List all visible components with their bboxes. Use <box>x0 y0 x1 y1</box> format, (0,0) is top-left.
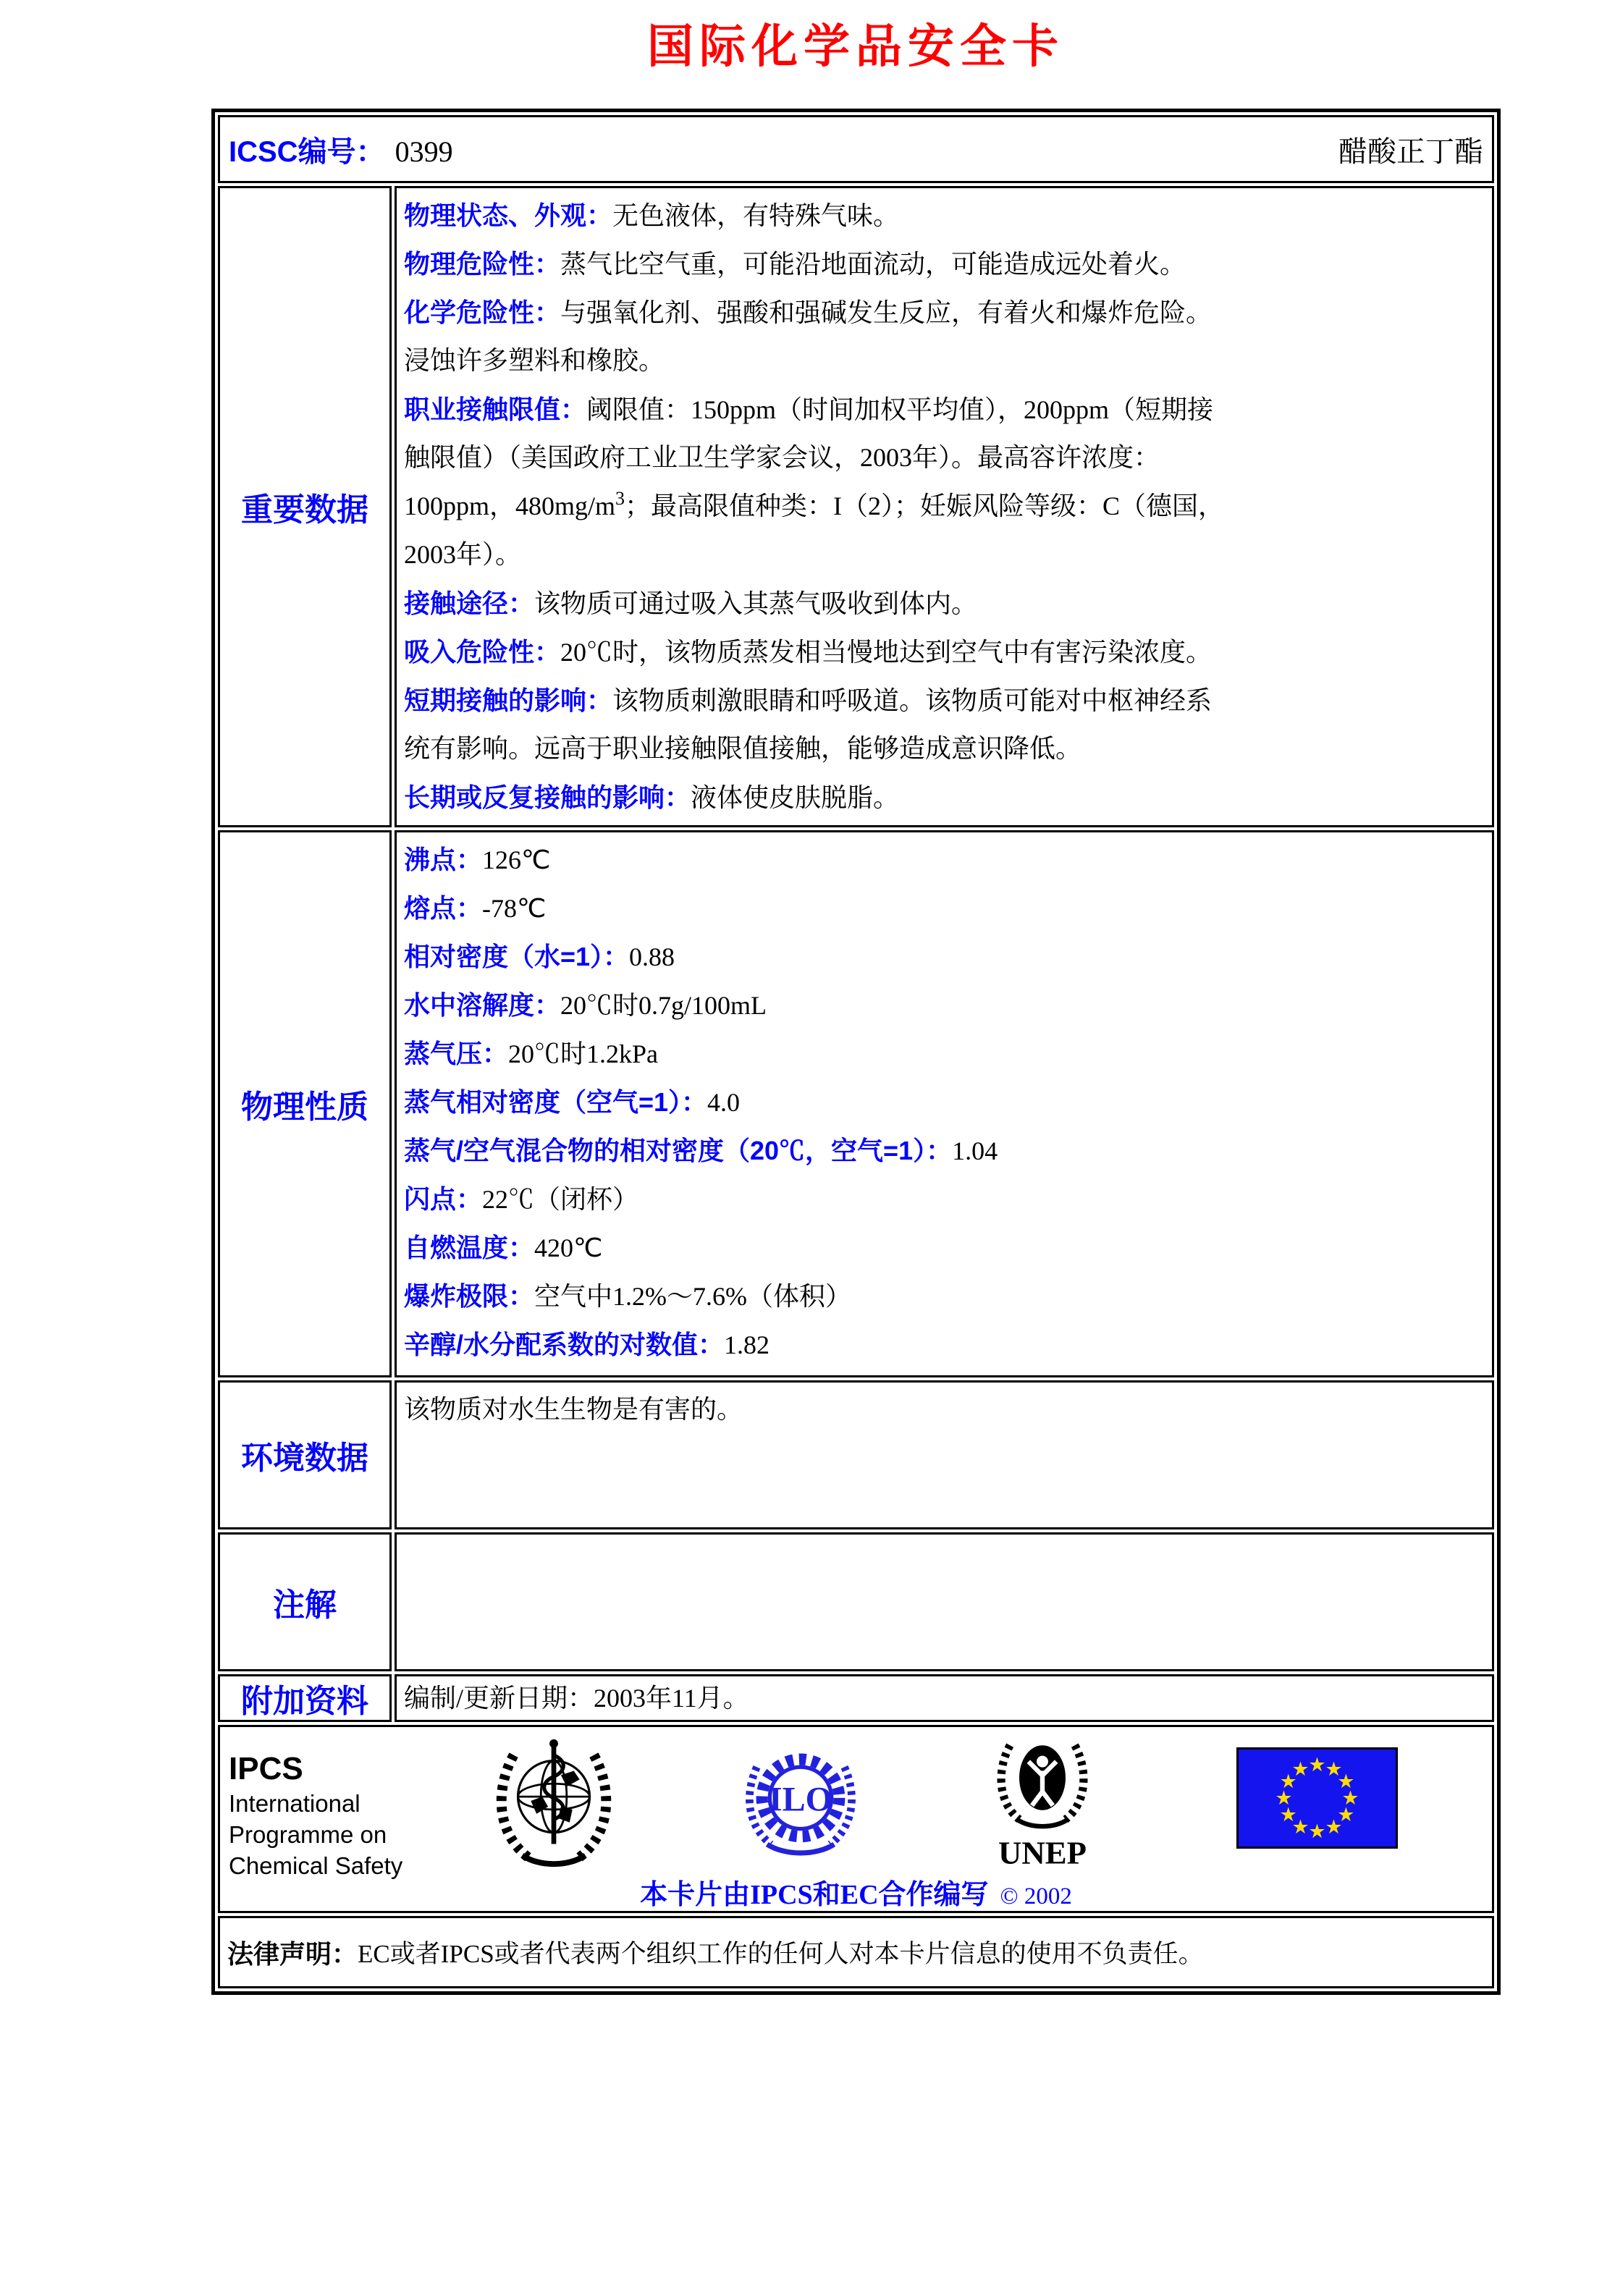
text-line <box>404 434 1485 482</box>
logos-row <box>218 1725 1494 1913</box>
section-content-environmental-data <box>395 1380 1494 1529</box>
text-line <box>404 337 1485 385</box>
field-label: 职业接触限值： <box>404 394 587 424</box>
eu-star-icon: ★ <box>1275 1787 1293 1810</box>
field-text: 22℃（闭杯） <box>482 1185 639 1214</box>
field-text: 蒸气比空气重，可能沿地面流动，可能造成远处着火。 <box>560 250 1186 279</box>
field-text: 4.0 <box>707 1088 741 1117</box>
section-content-notes <box>395 1532 1494 1671</box>
section-content-additional-info <box>395 1674 1494 1722</box>
eu-star-icon: ★ <box>1308 1820 1326 1843</box>
section-row-physical-properties <box>218 830 1494 1377</box>
field-text: 触限值）（美国政府工业卫生学家会议，2003年）。最高容许浓度： <box>404 443 1160 472</box>
ilo-logo-icon <box>735 1739 866 1867</box>
field-text: 100ppm，480mg/m <box>404 491 616 520</box>
field-text: 该物质刺激眼睛和呼吸道。该物质可能对中枢神经系 <box>612 686 1213 715</box>
text-line <box>404 1126 1485 1175</box>
section-label-environmental-data: 环境数据 <box>218 1380 392 1529</box>
section-row-notes <box>218 1532 1494 1671</box>
ipcs-line: Programme on <box>229 1821 387 1848</box>
field-text: 空气中1.2%～7.6%（体积） <box>534 1282 851 1311</box>
field-label: 吸入危险性： <box>404 637 561 667</box>
eu-star-icon: ★ <box>1291 1758 1310 1781</box>
icsc-table <box>211 109 1501 1995</box>
field-text: 20℃时，该物质蒸发相当慢地达到空气中有害污染浓度。 <box>560 638 1213 667</box>
eu-star-icon: ★ <box>1279 1770 1297 1793</box>
field-label: 蒸气/空气混合物的相对密度（20℃，空气=1）： <box>404 1136 953 1165</box>
text-line <box>404 1320 1485 1369</box>
eu-flag-icon <box>1236 1747 1398 1849</box>
text-line <box>404 1175 1485 1223</box>
field-text: 126℃ <box>482 845 551 874</box>
field-label: 蒸气压： <box>404 1039 509 1068</box>
field-label: 短期接触的影响： <box>404 685 613 715</box>
field-label: 相对密度（水=1）： <box>404 942 630 971</box>
ipcs-title: IPCS <box>229 1751 303 1786</box>
field-text: 20℃时0.7g/100mL <box>560 991 767 1020</box>
field-label: 物理状态、外观： <box>404 201 613 230</box>
eu-star-icon: ★ <box>1337 1804 1355 1826</box>
field-label: 辛醇/水分配系数的对数值： <box>404 1330 725 1359</box>
text-line <box>404 1029 1485 1078</box>
field-text: 液体使皮肤脱脂。 <box>691 783 900 812</box>
text-line <box>404 1223 1485 1272</box>
text-line <box>404 531 1485 579</box>
field-text: 1.82 <box>724 1330 770 1359</box>
field-label: 自燃温度： <box>404 1233 535 1262</box>
who-logo-icon <box>482 1731 625 1876</box>
text-line <box>404 191 1485 240</box>
section-label-physical-properties: 物理性质 <box>218 830 392 1377</box>
eu-star-icon: ★ <box>1325 1758 1343 1781</box>
field-label: 水中溶解度： <box>404 990 561 1020</box>
ipcs-line: International <box>229 1790 360 1817</box>
field-text: 无色液体，有特殊气味。 <box>612 201 900 230</box>
section-label-important-data: 重要数据 <box>218 186 392 827</box>
text-line <box>404 385 1485 434</box>
text-line <box>404 981 1485 1029</box>
unep-letters: UNEP <box>998 1834 1087 1870</box>
text-line <box>404 482 1485 531</box>
field-text: 阈限值：150ppm（时间加权平均值），200ppm（短期接 <box>586 395 1214 424</box>
field-label: 熔点： <box>404 893 483 923</box>
chemical-name: 醋酸正丁酯 <box>1338 135 1483 168</box>
field-label: 闪点： <box>404 1184 483 1214</box>
header-row <box>218 115 1494 183</box>
field-text: ；最高限值种类：I（2）；妊娠风险等级：C（德国， <box>625 491 1225 520</box>
field-text: 0.88 <box>629 942 675 971</box>
text-line <box>404 1385 1485 1434</box>
text-line <box>404 725 1485 773</box>
field-text: 该物质对水生生物是有害的。 <box>404 1395 743 1424</box>
section-row-important-data <box>218 186 1494 827</box>
section-content-physical-properties <box>395 830 1494 1377</box>
ipcs-line: Chemical Safety <box>229 1852 403 1879</box>
legal-cell <box>218 1916 1494 1988</box>
eu-star-icon: ★ <box>1279 1804 1297 1826</box>
page-title: 国际化学品安全卡 <box>647 20 1064 72</box>
field-text: 浸蚀许多塑料和橡胶。 <box>404 346 665 375</box>
logos-cell <box>218 1725 1494 1913</box>
text-line <box>404 676 1485 725</box>
field-text: -78℃ <box>482 894 547 923</box>
section-row-environmental-data <box>218 1380 1494 1529</box>
text-line <box>404 628 1485 676</box>
legal-text: EC或者IPCS或者代表两个组织工作的任何人对本卡片信息的使用不负责任。 <box>358 1940 1204 1968</box>
text-line <box>404 1272 1485 1320</box>
field-label: 蒸气相对密度（空气=1）： <box>404 1087 708 1117</box>
text-line <box>404 240 1485 288</box>
eu-star-icon: ★ <box>1308 1754 1326 1776</box>
section-label-notes: 注解 <box>218 1532 392 1671</box>
icsc-number-group <box>229 129 453 170</box>
cooperation-caption <box>220 1872 1492 1912</box>
unep-logo-icon <box>984 1731 1100 1870</box>
eu-star-icon: ★ <box>1325 1815 1343 1839</box>
text-line <box>404 835 1485 884</box>
field-text: 统有影响。远高于职业接触限值接触，能够造成意识降低。 <box>404 734 1082 763</box>
text-line <box>404 1078 1485 1126</box>
legal-label: 法律声明： <box>227 1938 358 1969</box>
text-line <box>404 1681 1485 1715</box>
icsc-number-value: 0399 <box>395 135 453 168</box>
field-label: 沸点： <box>404 845 483 874</box>
ipcs-text-block <box>229 1750 402 1881</box>
eu-star-icon: ★ <box>1291 1815 1310 1839</box>
field-label: 物理危险性： <box>404 249 561 279</box>
field-label: 长期或反复接触的影响： <box>404 782 691 812</box>
caption-year: © 2002 <box>1000 1883 1072 1909</box>
field-label: 化学危险性： <box>404 297 561 327</box>
field-text: 2003年）。 <box>404 540 522 569</box>
field-text: 该物质可通过吸入其蒸气吸收到体内。 <box>534 589 978 618</box>
ilo-letters: ILO <box>768 1780 833 1819</box>
field-label: 接触途径： <box>404 588 535 618</box>
icsc-number-label: ICSC编号： <box>229 135 385 168</box>
caption-text: 本卡片由IPCS和EC合作编写 <box>640 1880 989 1910</box>
text-line <box>404 773 1485 822</box>
field-text: 1.04 <box>952 1136 998 1165</box>
text-line <box>404 288 1485 337</box>
text-line <box>404 884 1485 932</box>
eu-star-icon: ★ <box>1337 1770 1355 1793</box>
superscript: 3 <box>615 488 625 509</box>
field-text: 编制/更新日期：2003年11月。 <box>404 1684 749 1713</box>
text-line <box>404 579 1485 628</box>
eu-star-icon: ★ <box>1341 1787 1359 1810</box>
text-line <box>404 932 1485 981</box>
legal-row <box>218 1916 1494 1988</box>
field-text: 与强氧化剂、强酸和强碱发生反应，有着火和爆炸危险。 <box>560 298 1213 327</box>
field-text: 20℃时1.2kPa <box>508 1039 659 1068</box>
section-content-important-data <box>395 186 1494 827</box>
section-label-additional-info: 附加资料 <box>218 1674 392 1722</box>
header-cell <box>218 115 1494 183</box>
field-label: 爆炸极限： <box>404 1281 535 1311</box>
field-text: 420℃ <box>534 1233 603 1262</box>
section-row-additional-info <box>218 1674 1494 1722</box>
